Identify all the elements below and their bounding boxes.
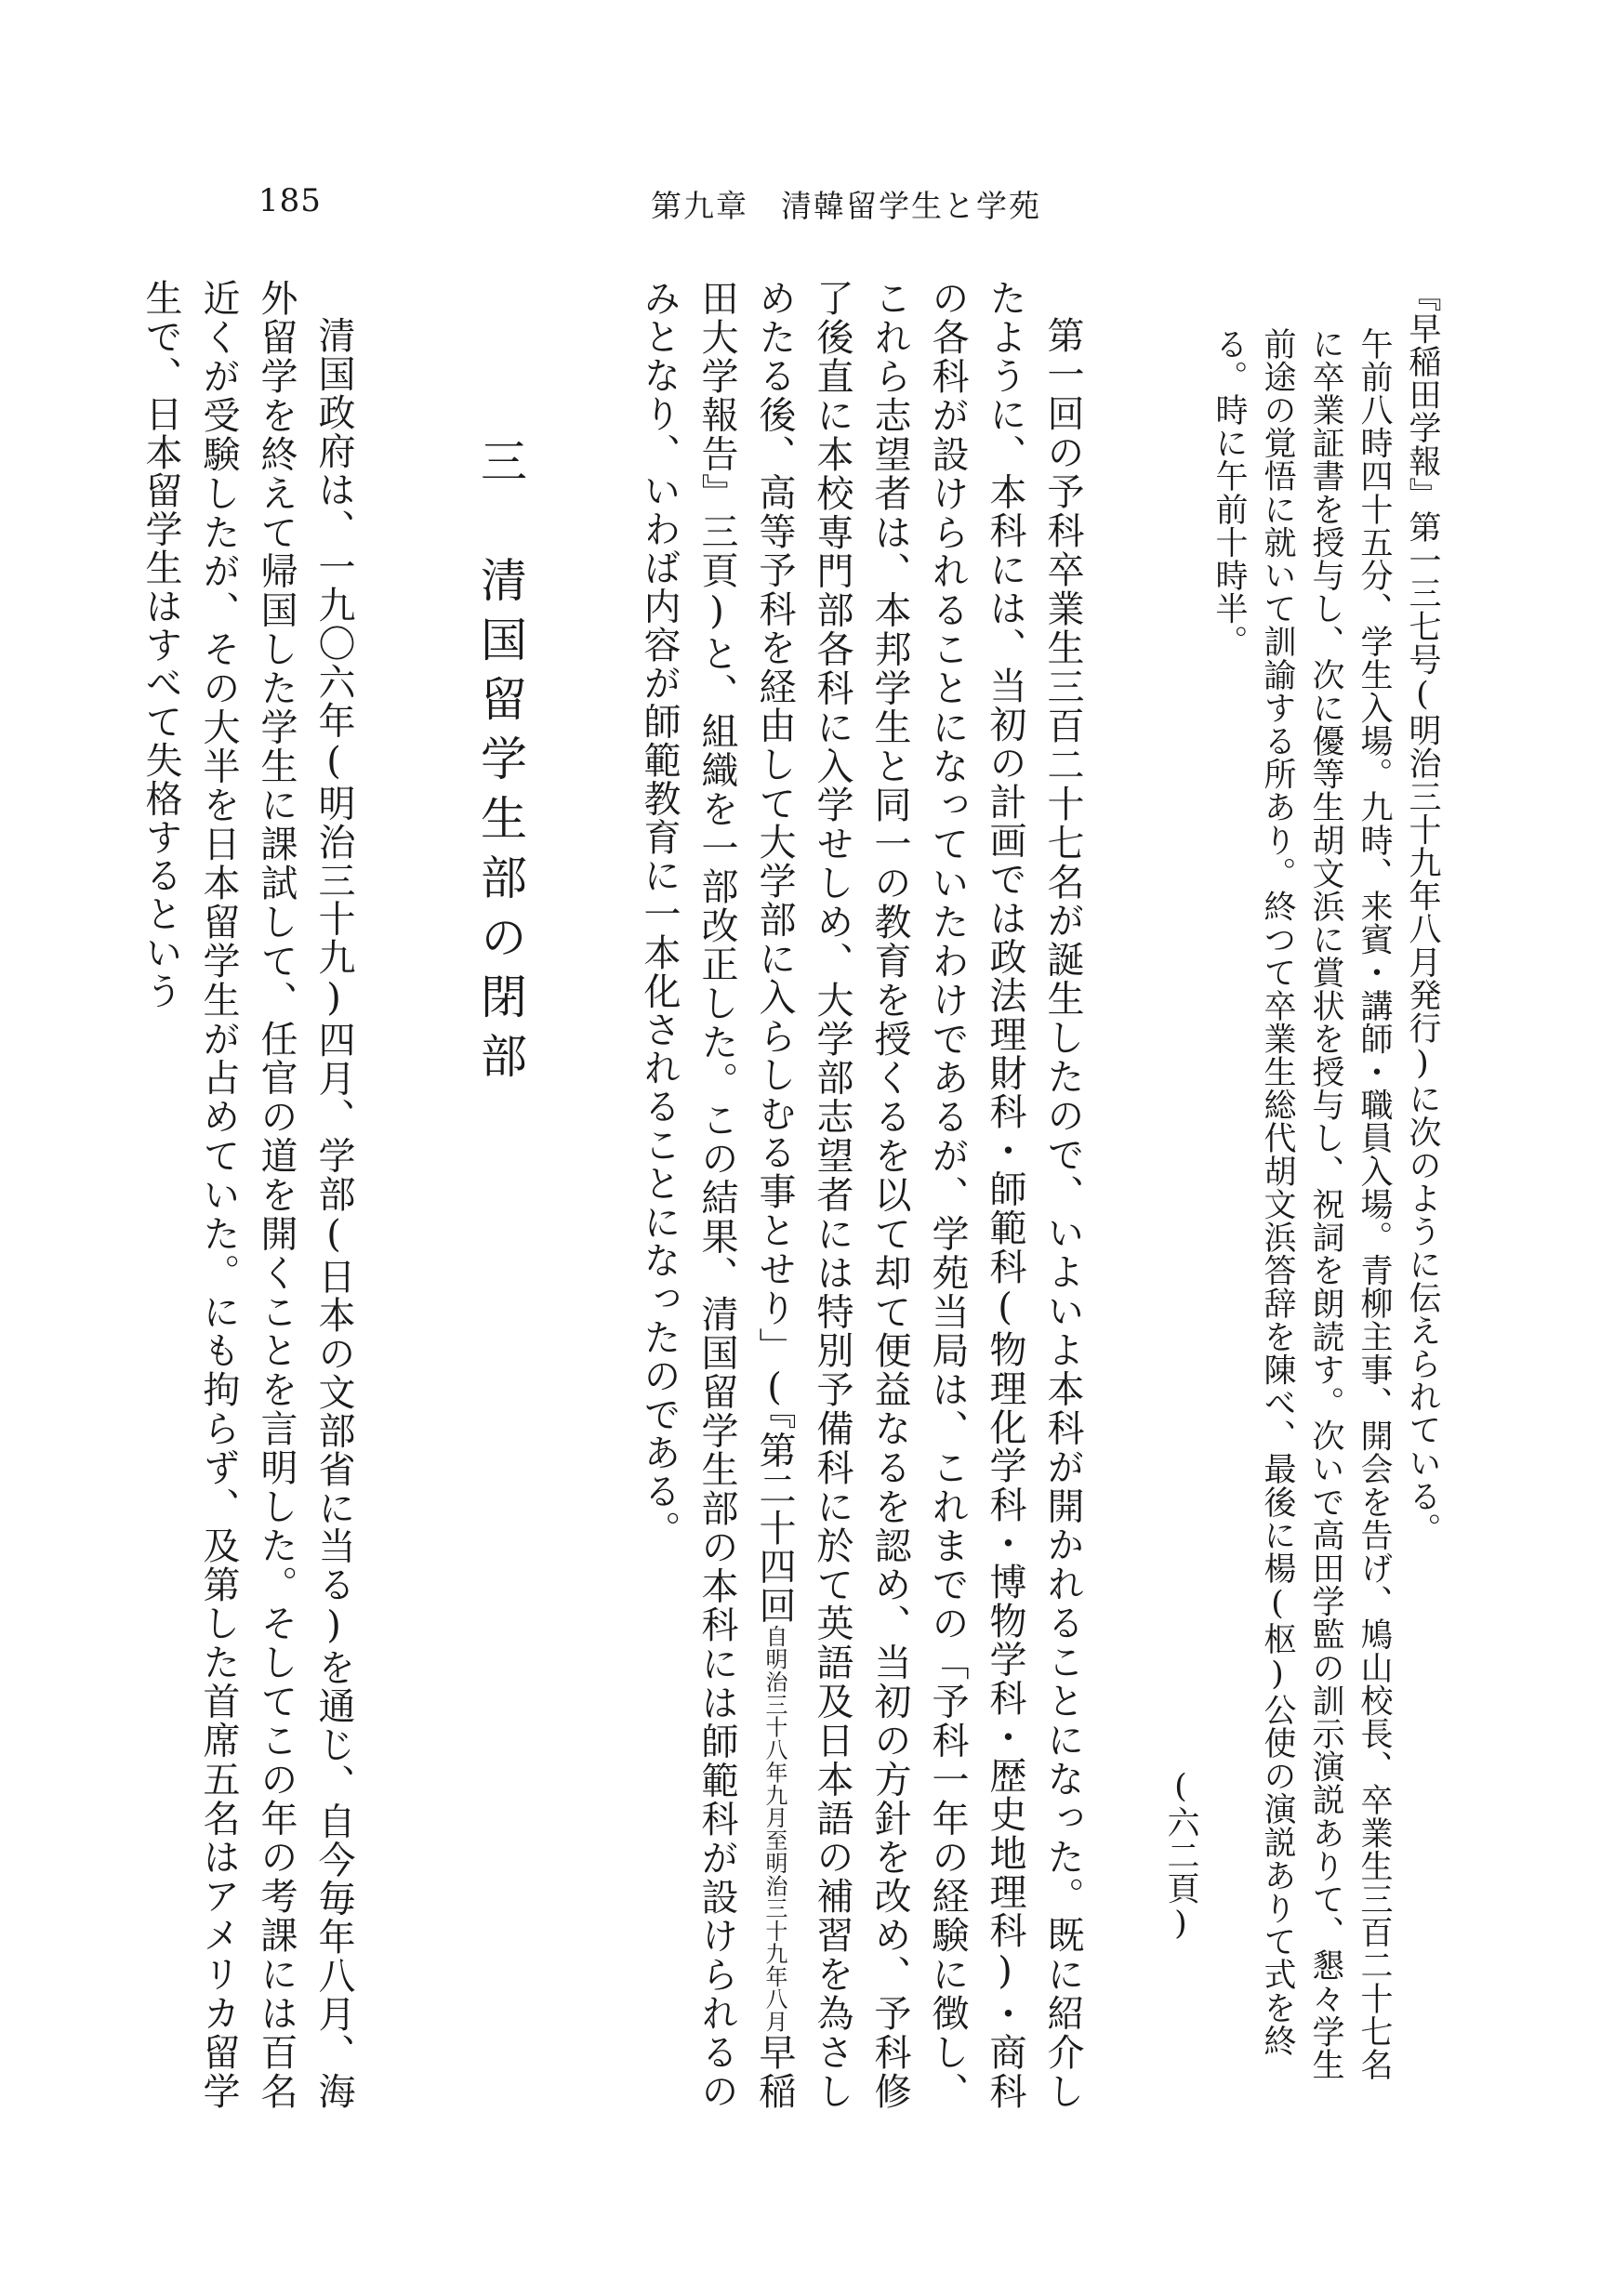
running-head: 第九章 清韓留学生と学苑	[651, 188, 1041, 224]
period-note: 自明治三十八年九月至明治三十九年八月	[761, 1625, 787, 2033]
paragraph-closure: 清国政府は、一九〇六年(明治三十九)四月、学部(日本の文部省に当る)を通じ、自今毎年八月、海外留学を終えて帰国した学生に課試して、任官の道を開くことを言明した。そしてこの年の考課には百名近くが受験したが、その大半を日本留学生が占めていた。にも拘らず、及第した首席五名はアメリカ留学生で、日本留学生はすべて失格するという	[139, 279, 355, 2110]
paragraph-text: 第一回の予科卒業生三百二十七名が誕生したので、いよいよ本科が開かれることになった。既に紹介したように、本科には、当初の計画では政法理財科・師範科(物理化学科・博物学科・歴史地理科)・商科の各科が設けられることになっていたわけであるが、学苑当局は、これまでの「予科一年の経験に徴し、これら志望者は、本邦学生と同一の教育を授くるを以て却て便益なるを認め、当初の方針を改め、予科修了後直に本校専門部各科に入学せしめ、大学部志望者には特別予備科に於て英語及日本語の補習を為さしめたる後、高等予科を経由して大学部に入らしむる事とせり」(『第二十四回	[753, 279, 1084, 2110]
paragraph-main-course	[630, 279, 1091, 2110]
main-text-block	[139, 279, 1447, 2111]
quote-body: 午前八時四十五分、学生入場。九時、来賓・講師・職員入場。青柳主事、開会を告げ、鳩山校長、卒業生三百二十七名に卒業証書を授与し、次に優等生胡文浜に賞状を授与し、祝詞を朗読す。次いで高田学監の訓示演説ありて、懇々学生前途の覚悟に就いて訓諭する所あり。終つて卒業生総代胡文浜答辞を陳べ、最後に楊(枢)公使の演説ありて式を終る。時に午前十時半。	[1210, 327, 1393, 2081]
quoted-report	[1157, 279, 1447, 2110]
page-number: 185	[258, 182, 322, 219]
quote-intro: 『早稲田学報』第一三七号(明治三十九年八月発行)に次のように伝えられている。	[1404, 279, 1441, 1546]
quote-citation: (六二頁)	[1162, 1768, 1199, 1943]
section-heading: 三 清国留学生部の閉部	[473, 437, 527, 1091]
paragraph-text-continued: 早稲田大学報告』三頁)と、組織を一部改正した。この結果、清国留学生部の本科には師範科が設けられるのみとなり、いわば内容が師範教育に一本化されることになったのである。	[638, 279, 796, 2111]
